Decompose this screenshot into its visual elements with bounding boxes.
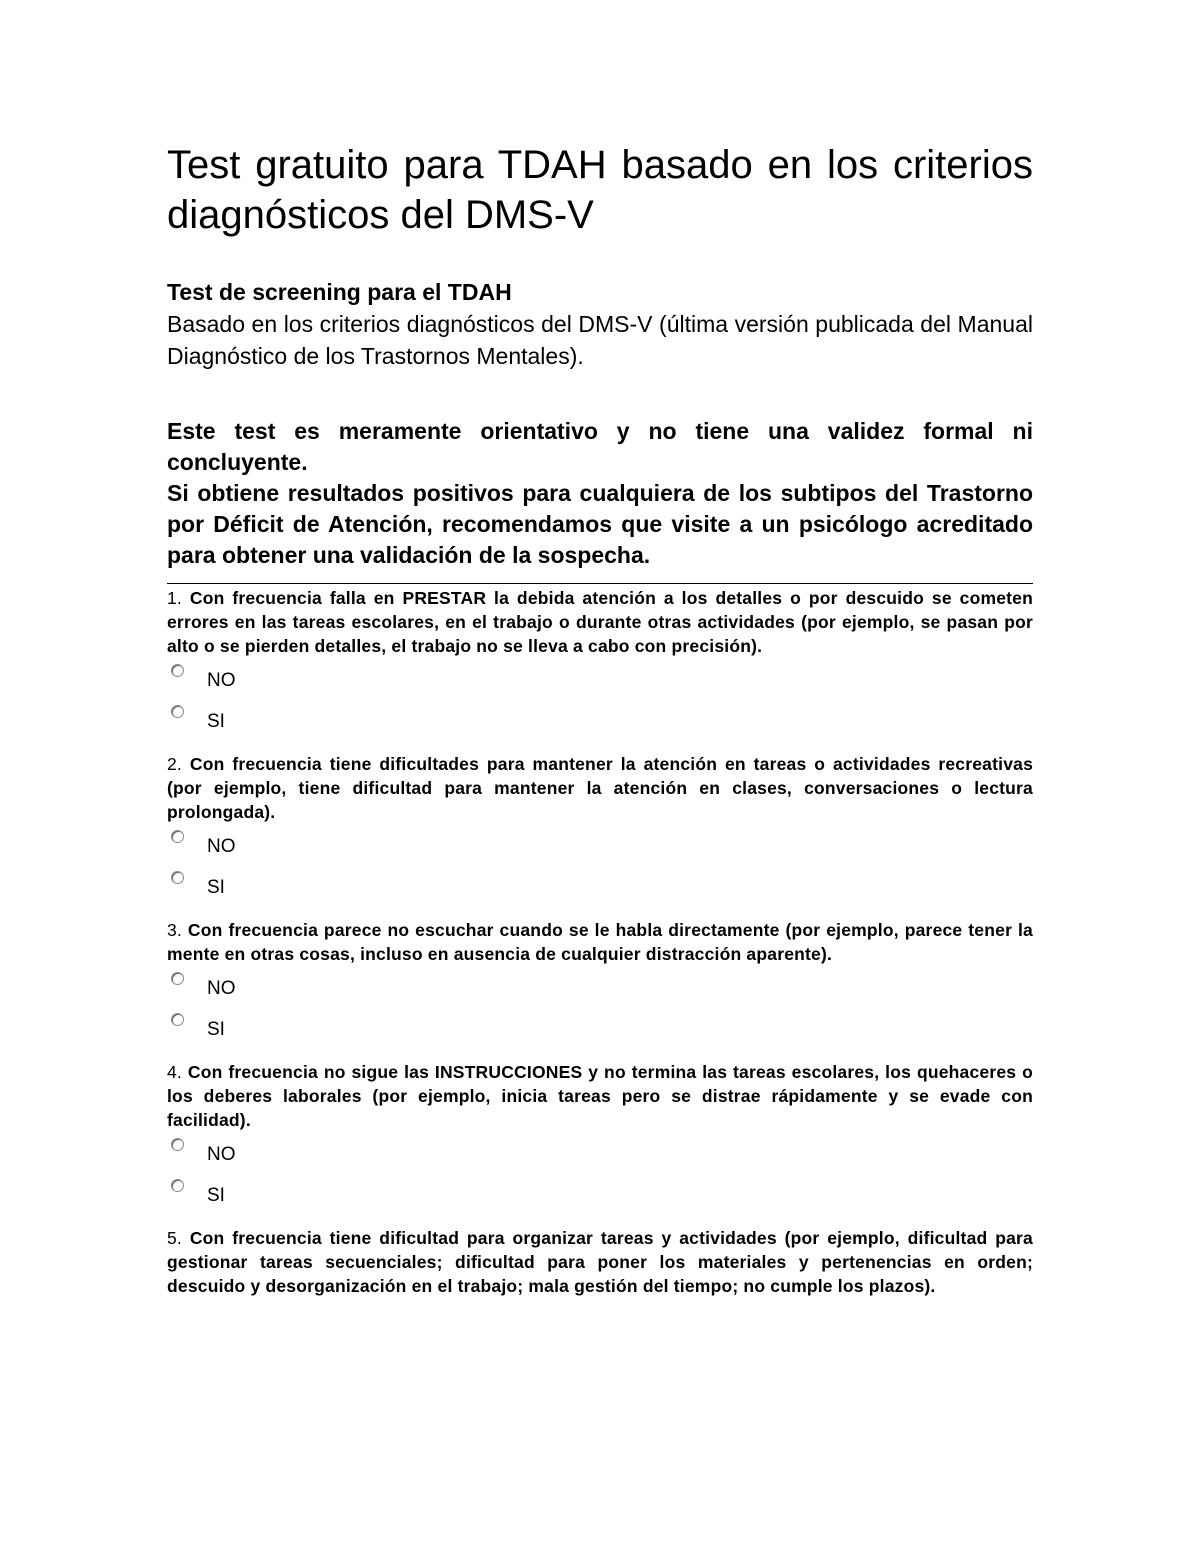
disclaimer [167,416,1033,571]
question-list [167,586,1033,1298]
question-number: 1. [167,588,182,608]
question-text [167,752,1033,824]
radio-button-icon[interactable] [171,972,184,985]
option-label: SI [207,1019,225,1040]
option-label: NO [207,978,236,999]
question-number: 2. [167,754,182,774]
question-body: Con frecuencia tiene dificultades para mantener la atención en tareas o actividades recreativas (por ejemplo, tiene dificultad para mantener la atención en clases, conversaciones o lectura prolongada). [167,754,1034,822]
option-label: SI [207,711,225,732]
radio-button-icon[interactable] [171,830,184,843]
disclaimer-line-2: Si obtiene resultados positivos para cualquiera de los subtipos del Trastorno por Déficit de Atención, recomendamos que visite a un psicólogo acreditado para obtener una validación de la sospecha. [167,480,1033,568]
option-label: SI [207,877,225,898]
question-body: Con frecuencia parece no escuchar cuando se le habla directamente (por ejemplo, parece tener la mente en otras cosas, incluso en ausencia de cualquier distracción aparente). [167,920,1033,964]
question-number: 3. [167,920,182,940]
question-body: Con frecuencia tiene dificultad para organizar tareas y actividades (por ejemplo, dificultad para gestionar tareas secuenciales; dificultad para poner los materiales y pertenencias en orden; descuido y desorganización en el trabajo; mala gestión del tiempo; no cumple los plazos). [167,1228,1033,1296]
option-no[interactable] [167,966,1033,1007]
option-si[interactable] [167,1007,1033,1048]
option-si[interactable] [167,865,1033,906]
option-no[interactable] [167,1132,1033,1173]
radio-button-icon[interactable] [171,1138,184,1151]
radio-button-icon[interactable] [171,871,184,884]
question-5 [167,1226,1033,1298]
option-label: SI [207,1185,225,1206]
document-page [167,140,1033,1298]
question-3 [167,918,1033,1060]
question-text [167,1226,1033,1298]
question-1 [167,586,1033,752]
question-number: 4. [167,1062,182,1082]
divider-line [167,583,1033,584]
radio-button-icon[interactable] [171,1013,184,1026]
disclaimer-line-1: Este test es meramente orientativo y no tiene una validez formal ni concluyente. [167,418,1033,475]
question-text [167,918,1033,966]
radio-button-icon[interactable] [171,1179,184,1192]
question-4 [167,1060,1033,1226]
option-label: NO [207,836,236,857]
option-no[interactable] [167,824,1033,865]
question-text [167,586,1033,658]
question-body: Con frecuencia falla en PRESTAR la debida atención a los detalles o por descuido se cometen errores en las tareas escolares, en el trabajo o durante otras actividades (por ejemplo, se pasan por alto o se pierden detalles, el trabajo no se lleva a cabo con precisión). [167,588,1034,656]
question-text [167,1060,1033,1132]
intro-paragraph: Basado en los criterios diagnósticos del DMS-V (última versión publicada del Manual Diagnóstico de los Trastornos Mentales). [167,311,1033,369]
page-title: Test gratuito para TDAH basado en los criterios diagnósticos del DMS-V [167,143,1033,237]
question-number: 5. [167,1228,182,1248]
question-body: Con frecuencia no sigue las INSTRUCCIONES y no termina las tareas escolares, los quehaceres o los deberes laborales (por ejemplo, inicia tareas pero se distrae rápidamente y se evade con facilidad). [167,1062,1034,1130]
option-label: NO [207,670,236,691]
option-label: NO [207,1144,236,1165]
option-no[interactable] [167,658,1033,699]
option-si[interactable] [167,699,1033,740]
radio-button-icon[interactable] [171,705,184,718]
radio-button-icon[interactable] [171,664,184,677]
option-si[interactable] [167,1173,1033,1214]
section-subtitle: Test de screening para el TDAH [167,279,512,305]
question-2 [167,752,1033,918]
